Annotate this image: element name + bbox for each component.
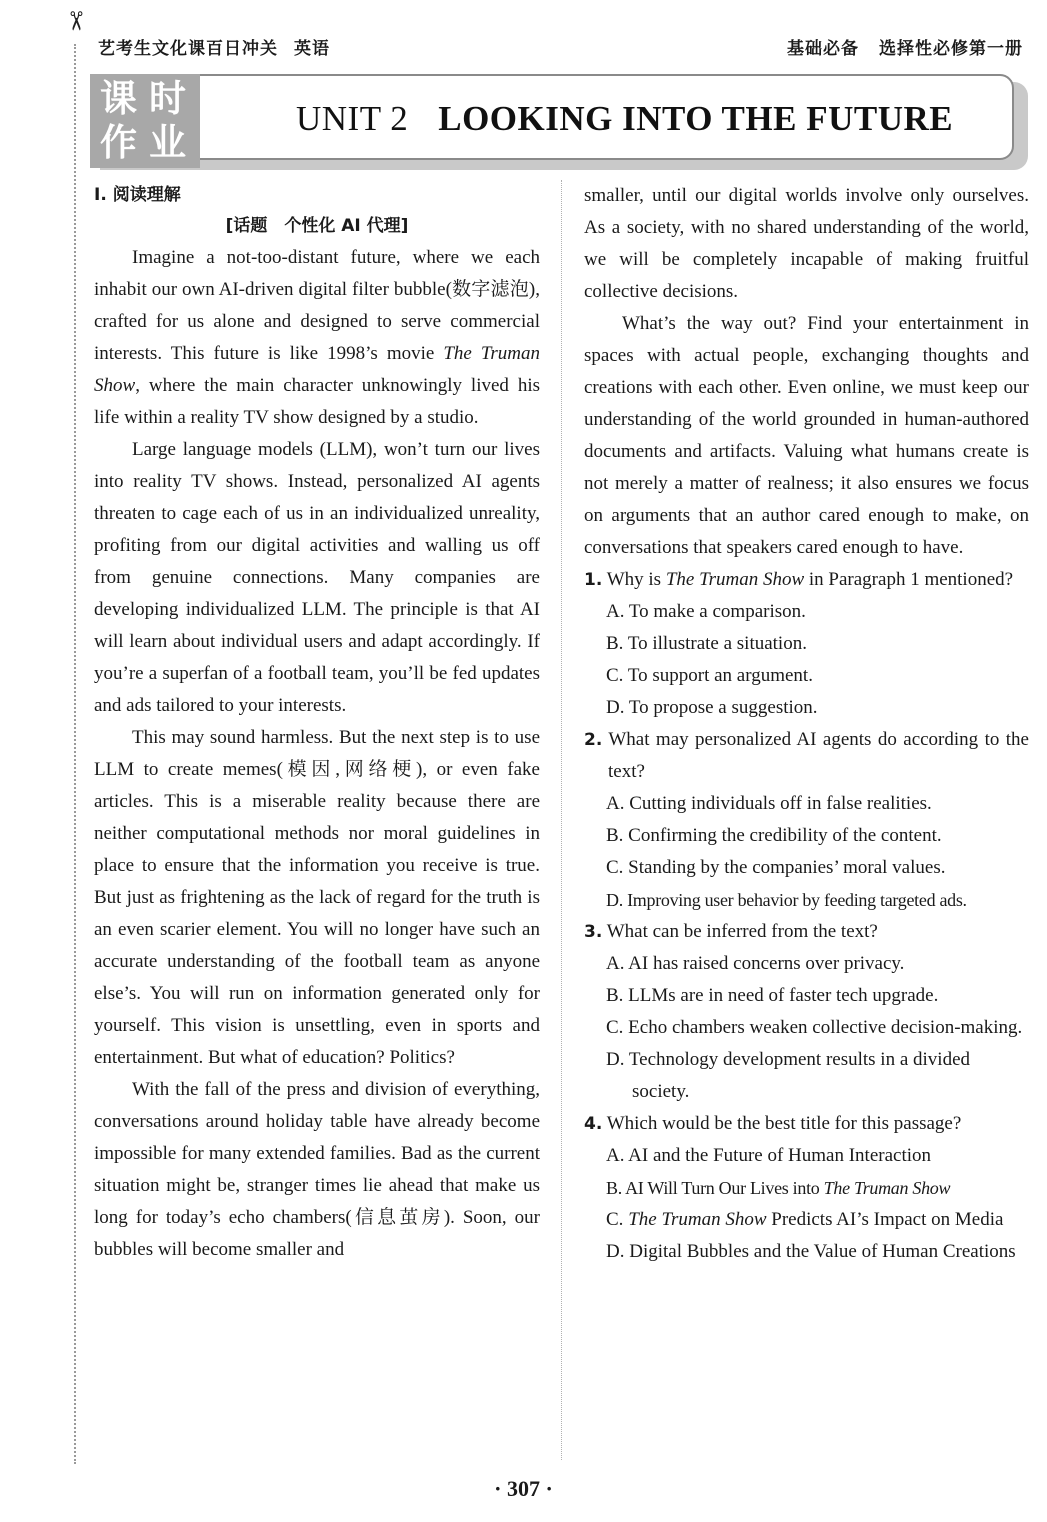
paragraph-5: What’s the way out? Find your entertainment in spaces with actual people, exchanging thoughts and creations with each other. Even online, we must keep our understanding of the world grounded in human-authored documents and artifacts. Valuing what humans create is not merely a matter of realness; it also ensures we focus on arguments that an author cared enough to make, on conversations that speakers cared enough to have. — [584, 313, 1029, 558]
level-label: 基础必备 — [787, 39, 859, 59]
paragraph-3: This may sound harmless. But the next step is to use LLM to create memes(模因,网络梗), or even fake articles. This is a miserable reality because there are neither computational methods nor moral guidelines in place to ensure that the information you receive is true. But just as frightening as the lack of regard for the truth is an even scarier element. You will no longer have such an accurate understanding of the football team as anyone else’s. You will run on information generated only for yourself. This vision is unsettling, even in sports and entertainment. But what of education? Politics? — [94, 727, 540, 1068]
film-title: The Truman Show — [94, 343, 540, 396]
unit-banner — [90, 74, 1026, 166]
scissors-icon: ✂ — [59, 10, 90, 32]
tag-line-1: 课时 — [100, 77, 198, 120]
film-title: The Truman Show — [823, 1178, 951, 1198]
option-a[interactable]: A. To make a comparison. — [606, 601, 806, 622]
topic-label: [话题 个性化 AI 代理] — [225, 216, 409, 236]
paragraph-4-continued: smaller, until our digital worlds involve only ourselves. As a society, with no shared understanding of the world, we will be completely incapable of making fruitful collective decisions. — [584, 185, 1029, 302]
question-3 — [584, 916, 1029, 948]
question-4 — [584, 1108, 1029, 1140]
subject-label: 英语 — [294, 39, 330, 59]
page-number: · 307 · — [494, 1476, 553, 1501]
running-head-left — [98, 34, 330, 59]
option-c[interactable] — [584, 1204, 1029, 1236]
book-label: 选择性必修第一册 — [879, 39, 1023, 59]
option-a[interactable]: A. AI and the Future of Human Interaction — [606, 1145, 932, 1166]
option-c-text-a: C. — [606, 1209, 629, 1230]
homework-tag — [90, 74, 200, 168]
option-b-text: B. AI Will Turn Our Lives into — [606, 1178, 824, 1198]
cut-line — [74, 44, 76, 1464]
unit-number: UNIT 2 — [296, 99, 409, 138]
right-column — [584, 180, 1029, 1268]
question-number: 3. — [584, 922, 603, 942]
column-divider — [561, 180, 562, 1460]
option-c[interactable]: C. Standing by the companies’ moral values. — [606, 857, 946, 878]
tag-line-2: 作业 — [100, 121, 198, 164]
paragraph-1 — [94, 242, 540, 434]
question-stem: What can be inferred from the text? — [606, 921, 878, 942]
question-1 — [584, 564, 1029, 596]
question-2 — [584, 724, 1029, 788]
question-number: 4. — [584, 1114, 603, 1134]
option-a[interactable]: A. AI has raised concerns over privacy. — [606, 953, 905, 974]
option-d[interactable]: D. Improving user behavior by feeding targeted ads. — [606, 890, 967, 910]
film-title: The Truman Show — [665, 569, 805, 590]
question-number: 2. — [584, 730, 603, 750]
section-heading: Ⅰ. 阅读理解 — [94, 185, 181, 205]
option-d[interactable]: D. To propose a suggestion. — [606, 697, 818, 718]
option-c[interactable]: C. Echo chambers weaken collective decision-making. — [606, 1017, 1023, 1038]
option-b[interactable]: B. LLMs are in need of faster tech upgrade. — [606, 985, 939, 1006]
film-title: The Truman Show — [628, 1209, 767, 1230]
option-d[interactable]: D. Technology development results in a divided society. — [606, 1049, 970, 1102]
running-head-right — [787, 34, 1023, 59]
unit-title — [296, 99, 953, 139]
paragraph-1-text-b: , where the main character unknowingly lived his life within a reality TV show designed by a studio. — [94, 375, 540, 428]
question-stem: What may personalized AI agents do according to the text? — [608, 729, 1029, 782]
paragraph-1-text-a: Imagine a not-too-distant future, where we each inhabit our own AI-driven digital filter bubble(数字滤泡), crafted for us alone and designed to serve commercial interests. This future is like 1998’s movie — [94, 247, 540, 364]
option-d[interactable]: D. Digital Bubbles and the Value of Human Creations — [606, 1241, 1016, 1262]
option-a[interactable]: A. Cutting individuals off in false realities. — [606, 793, 932, 814]
option-b[interactable]: B. To illustrate a situation. — [606, 633, 807, 654]
question-stem-b: in Paragraph 1 mentioned? — [804, 569, 1014, 590]
question-number: 1. — [584, 570, 603, 590]
left-column — [94, 180, 540, 1266]
option-b[interactable]: B. Confirming the credibility of the content. — [606, 825, 942, 846]
option-c-text-b: Predicts AI’s Impact on Media — [766, 1209, 1004, 1230]
question-stem: Which would be the best title for this passage? — [606, 1113, 962, 1134]
question-stem-a: Why is — [606, 569, 666, 590]
unit-name: LOOKING INTO THE FUTURE — [438, 99, 954, 138]
option-c[interactable]: C. To support an argument. — [606, 665, 813, 686]
series-title: 艺考生文化课百日冲关 — [98, 39, 278, 59]
paragraph-2: Large language models (LLM), won’t turn our lives into reality TV shows. Instead, personalized AI agents threaten to cage each of us in an individualized unreality, profiting from our digital activities and walling us off from genuine connections. Many companies are developing individualized LLM. The principle is that AI will learn about individual users and adapt accordingly. If you’re a superfan of a football team, you’ll be fed updates and ads tailored to your interests. — [94, 439, 540, 716]
paragraph-4: With the fall of the press and division of everything, conversations around holiday table have already become impossible for many extended families. Bad as the current situation might be, stranger times lie ahead that make us long for today’s echo chambers(信息茧房). Soon, our bubbles will become smaller and — [94, 1079, 540, 1260]
option-b[interactable] — [584, 1172, 1029, 1204]
